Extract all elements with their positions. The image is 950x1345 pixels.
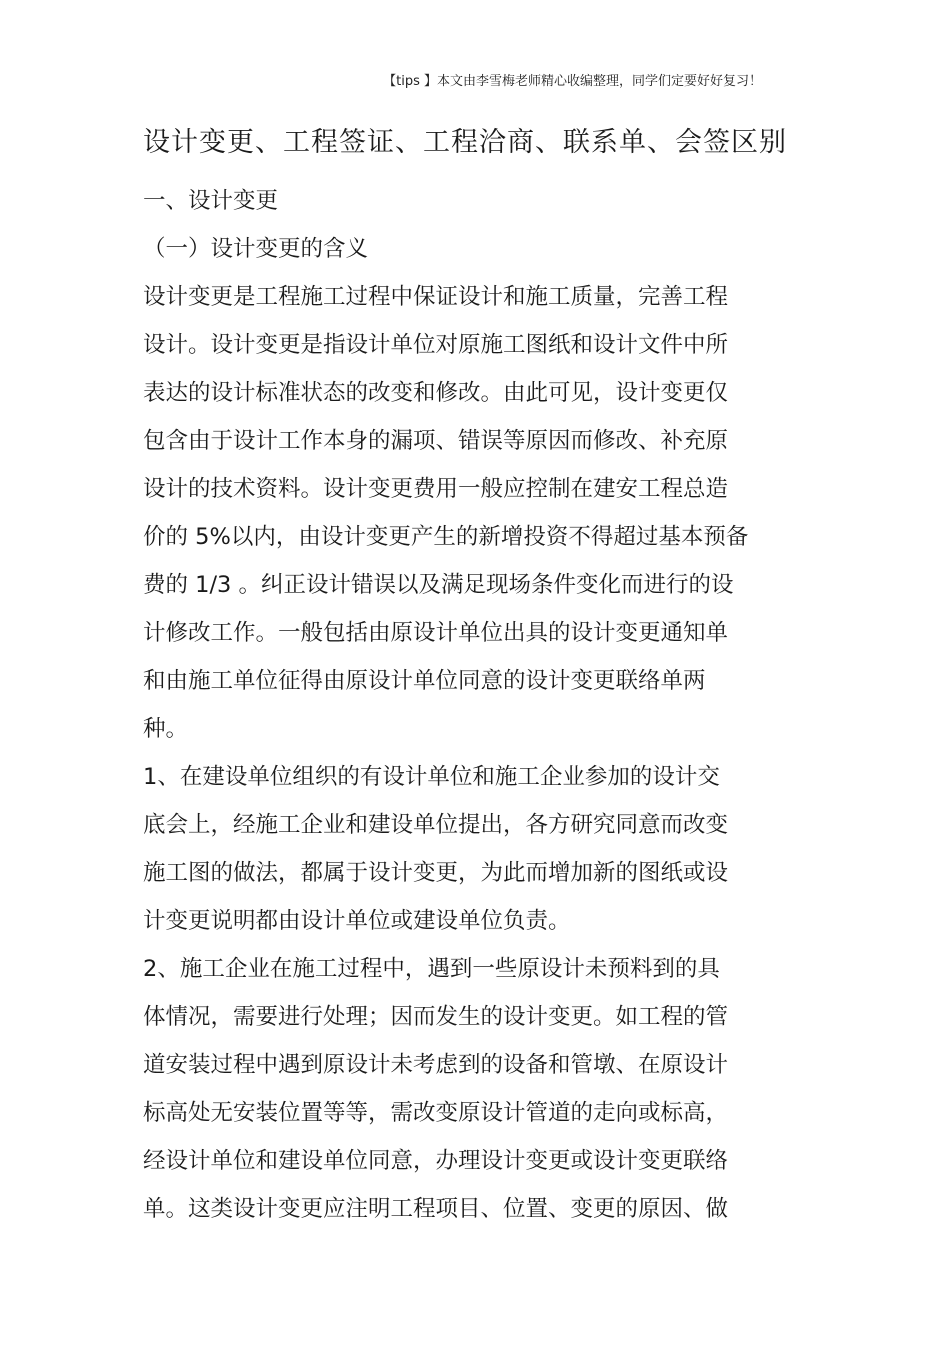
item-line: 道安装过程中遇到原设计未考虑到的设备和管墩、在原设计 — [143, 1052, 729, 1078]
tips-note: 【tips 】本文由李雪梅老师精心收编整理，同学们定要好好复习！ — [383, 74, 762, 89]
subsection-heading: （一）设计变更的含义 — [143, 236, 369, 262]
paragraph-line: 和由施工单位征得由原设计单位同意的设计变更联络单两 — [143, 668, 706, 694]
paragraph-line: 设计变更是工程施工过程中保证设计和施工质量，完善工程 — [143, 284, 729, 310]
item-line: 底会上，经施工企业和建设单位提出，各方研究同意而改变 — [143, 812, 729, 838]
section-heading: 一、设计变更 — [143, 188, 279, 214]
paragraph-line: 包含由于设计工作本身的漏项、错误等原因而修改、补充原 — [143, 428, 729, 454]
paragraph-line: 设计的技术资料。设计变更费用一般应控制在建安工程总造 — [143, 476, 729, 502]
document-title: 设计变更、工程签证、工程洽商、联系单、会签区别 — [143, 127, 787, 158]
paragraph-line: 费的 1/3 。纠正设计错误以及满足现场条件变化而进行的设 — [143, 572, 734, 598]
paragraph-line: 种。 — [143, 716, 189, 742]
paragraph-line: 计修改工作。一般包括由原设计单位出具的设计变更通知单 — [143, 620, 729, 646]
item-line: 1、在建设单位组织的有设计单位和施工企业参加的设计交 — [143, 764, 720, 790]
item-line: 计变更说明都由设计单位或建设单位负责。 — [143, 908, 571, 934]
item-line: 体情况，需要进行处理；因而发生的设计变更。如工程的管 — [143, 1004, 729, 1030]
item-line: 标高处无安装位置等等，需改变原设计管道的走向或标高， — [143, 1100, 729, 1126]
paragraph-line: 设计。设计变更是指设计单位对原施工图纸和设计文件中所 — [143, 332, 729, 358]
item-line: 单。这类设计变更应注明工程项目、位置、变更的原因、做 — [143, 1196, 729, 1222]
item-line: 施工图的做法，都属于设计变更，为此而增加新的图纸或设 — [143, 860, 729, 886]
item-line: 经设计单位和建设单位同意，办理设计变更或设计变更联络 — [143, 1148, 729, 1174]
paragraph-line: 价的 5%以内，由设计变更产生的新增投资不得超过基本预备 — [143, 524, 749, 550]
paragraph-line: 表达的设计标准状态的改变和修改。由此可见，设计变更仅 — [143, 380, 729, 406]
item-line: 2、施工企业在施工过程中，遇到一些原设计未预料到的具 — [143, 956, 720, 982]
